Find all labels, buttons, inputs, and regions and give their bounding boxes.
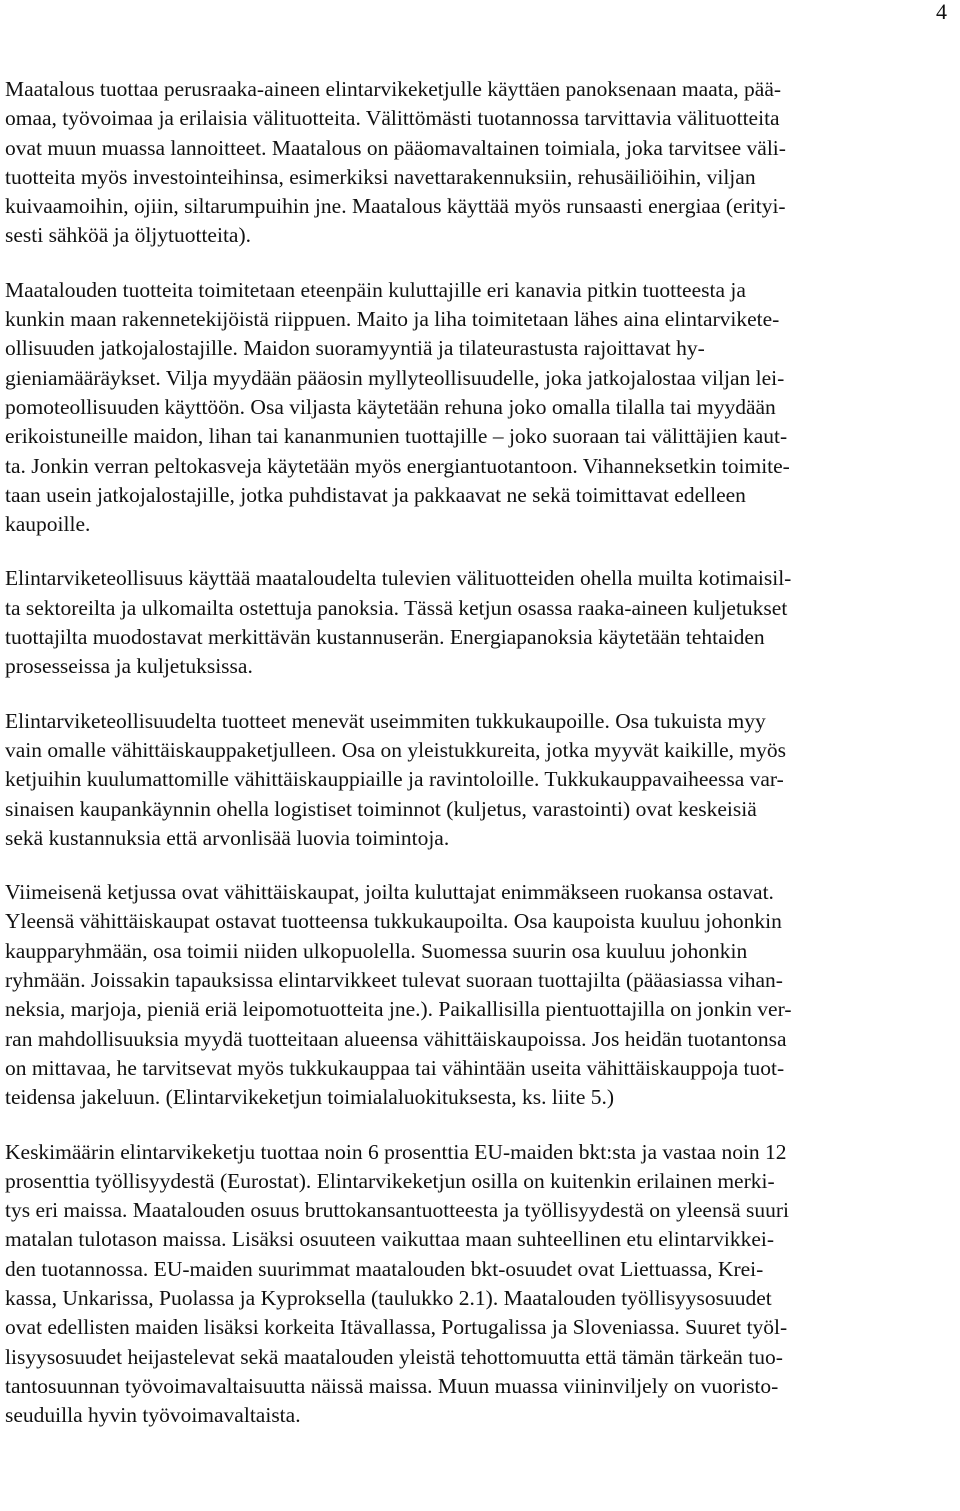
paragraph-agriculture-inputs: Maatalous tuottaa perusraaka-aineen elintarvikeketjulle käyttäen panoksenaan maata, pää- omaa, työvoimaa ja erilaisia välituotteita. Välittömästi tuotannossa tarvittavia välituotteita ovat muun muassa lannoitteet. Maatalous on pääomavaltainen toimiala, joka tarvitsee väli- tuotteita myös investointeihinsa, esimerkiksi navettarakennuksiin, rehusäiliöihin, viljan kuivaamoihin, ojiin, siltarumpuihin jne. Maatalous käyttää myös runsaasti energiaa (erityi- sesti sähköä ja öljytuotteita). (5, 77, 786, 248)
paragraph-food-industry: Elintarviketeollisuus käyttää maataloudelta tulevien välituotteiden ohella muilta kotimaisil- ta sektoreilta ja ulkomailta ostettuja panoksia. Tässä ketjun osassa raaka-aineen kuljetukset tuottajilta muodostavat merkittävän kustannuserän. Energiapanoksia käytetään tehtaiden prosesseissa ja kuljetuksissa. (5, 566, 792, 679)
paragraph-wholesale: Elintarviketeollisuudelta tuotteet menevät useimmiten tukkukaupoille. Osa tukuista myy vain omalle vähittäiskauppaketjulleen. Osa on yleistukkureita, jotka myyvät kaikille, myös ketjuihin kuulumattomille vähittäiskauppiaille ja ravintoloille. Tukkukauppavaiheessa var- sinaisen kaupankäynnin ohella logistiset toiminnot (kuljetus, varastointi) ovat keskeisiä sekä kustannuksia että arvonlisää luovia toimintoja. (5, 708, 786, 850)
page-number: 4 (936, 0, 947, 24)
paragraph-retail: Viimeisenä ketjussa ovat vähittäiskaupat, joilta kuluttajat enimmäkseen ruokansa ostavat. Yleensä vähittäiskaupat ostavat tuotteensa tukkukaupoilta. Osa kaupoista kuuluu johonkin kaupparyhmään, osa toimii niiden ulkopuolella. Suomessa suurin osa kuuluu johonkin ryhmään. Joissakin tapauksissa elintarvikkeet tulevat suoraan tuottajilta (pääasiassa vihan- neksia, marjoja, pieniä eriä leipomotuotteita jne.). Paikallisilla pientuottajilla on jonkin ver- ran mahdollisuuksia myydä tuotteitaan alueensa vähittäiskaupoissa. Jos heidän tuotantonsa on mittavaa, he tarvitsevat myös tukkukauppaa tai vähintään useita vähittäiskauppoja tuot- teidensa jakeluun. (Elintarvikeketjun toimialaluokituksesta, ks. liite 5.) (5, 880, 792, 1110)
paragraph-agricultural-distribution: Maatalouden tuotteita toimitetaan eteenpäin kuluttajille eri kanavia pitkin tuotteesta ja kunkin maan rakennetekijöistä riippuen. Maito ja liha toimitetaan lähes aina elintarvikete- ollisuuden jatkojalostajille. Maidon suoramyyntiä ja tilateurastusta rajoittavat hy- gieniamääräykset. Vilja myydään pääosin myllyteollisuudelle, joka jatkojalostaa viljan lei- pomoteollisuuden käyttöön. Osa viljasta käytetään rehuna joko omalla tilalla tai myydään erikoistuneille maidon, lihan tai kananmunien tuottajille – joko suoraan tai välittäjien kaut- ta. Jonkin verran peltokasveja käytetään myös energiantuotantoon. Vihanneksetkin toimite- taan usein jatkojalostajille, jotka puhdistavat ja pakkaavat ne sekä toimittavat edelleen kaupoille. (5, 277, 790, 537)
document-body (5, 75, 956, 1430)
paragraph-eu-comparison: Keskimäärin elintarvikeketju tuottaa noin 6 prosenttia EU-maiden bkt:sta ja vastaa noin 12 prosenttia työllisyydestä (Eurostat). Elintarvikeketjun osilla on kuitenkin erilainen merki- tys eri maissa. Maatalouden osuus bruttokansantuotteesta ja työllisyydestä on yleensä suuri matalan tulotason maissa. Lisäksi osuuteen vaikuttaa maan suhteellinen etu elintarvikkei- den tuotannossa. EU-maiden suurimmat maatalouden bkt-osuudet ovat Liettuassa, Krei- kassa, Unkarissa, Puolassa ja Kyproksella (taulukko 2.1). Maatalouden työllisyysosuudet ovat edellisten maiden lisäksi korkeita Itävallassa, Portugalissa ja Sloveniassa. Suuret työl- lisyysosuudet heijastelevat sekä maatalouden yleistä tehottomuutta että tämän tärkeän tuo- tantosuunnan työvoimavaltaisuutta näissä maissa. Muun muassa viininviljely on vuoristo- seuduilla hyvin työvoimavaltaista. (5, 1139, 789, 1428)
